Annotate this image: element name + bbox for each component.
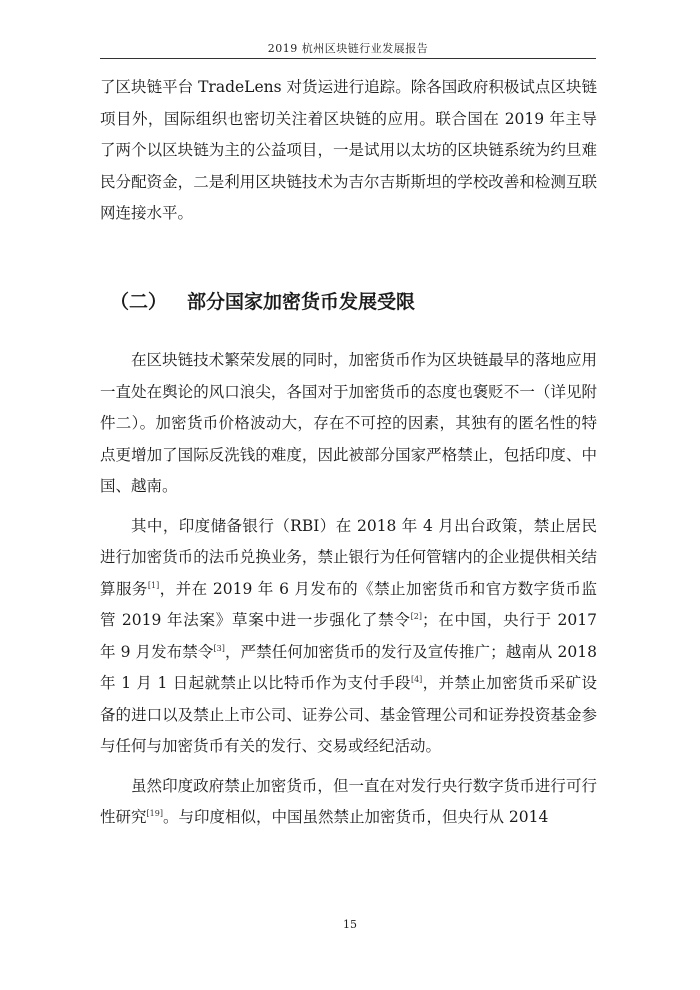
- paragraph-text: 虽然印度政府禁止加密货币，但一直在对发行央行数字货币进行可行性研究: [100, 776, 597, 826]
- paragraph-bans: [100, 511, 597, 763]
- citation-ref[interactable]: [4]: [410, 675, 423, 684]
- body-section: [100, 345, 597, 834]
- paragraph-text: ；在中国，央行于 2017 年 9 月发布禁令: [100, 611, 597, 661]
- citation-ref[interactable]: [3]: [213, 643, 225, 653]
- citation-ref[interactable]: [19]: [146, 809, 163, 818]
- header-rule: [100, 58, 596, 59]
- section-heading: [110, 287, 415, 317]
- section-number: （二）: [110, 291, 168, 313]
- intro-text: 了区块链平台 TradeLens 对货运进行追踪。除各国政府积极试点区块链项目外，国际组织也密切关注着区块链的应用。联合国在 2019 年主导了两个以区块链为主的公益项目，一是试用以太坊的区块链系统为约旦难民分配资金，二是利用区块链技术为吉尔吉斯斯坦的学校改善和检测互联网连接水平。: [100, 78, 597, 222]
- intro-paragraph: [100, 72, 597, 230]
- paragraph-text: 。与印度相似，中国虽然禁止加密货币，但央行从 2014: [162, 808, 549, 826]
- paragraph-crypto-attitudes: [100, 345, 597, 503]
- section-title: 部分国家加密货币发展受限: [187, 291, 416, 313]
- page-number: 15: [343, 918, 357, 931]
- paragraph-text: ，并在 2019 年 6 月发布的《禁止加密货币和官方数字货币监管 2019 年法案》草案中进一步强化了禁令: [100, 579, 597, 629]
- paragraph-text: ，严禁任何加密货币的发行及宣传推广；越南从 2018 年 1 月 1 日起就禁止以比特币作为支付手段: [100, 642, 598, 692]
- citation-ref[interactable]: [2]: [410, 612, 422, 621]
- paragraph-cbdc: [100, 771, 597, 834]
- paragraph-text: 其中，印度储备银行（RBI）在 2018 年 4 月出台政策，禁止居民进行加密货币的法币兑换业务，禁止银行为任何管辖内的企业提供相关结算服务: [100, 516, 597, 598]
- citation-ref[interactable]: [1]: [147, 580, 160, 590]
- paragraph-text: 在区块链技术繁荣发展的同时，加密货币作为区块链最早的落地应用一直处在舆论的风口浪尖，各国对于加密货币的态度也褒贬不一（详见附件二）。加密货币价格波动大，存在不可控的因素，其独有的匿名性的特点更增加了国际反洗钱的难度，因此被部分国家严格禁止，包括印度、中国、越南。: [100, 351, 597, 495]
- running-header: 2019 杭州区块链行业发展报告: [267, 42, 429, 55]
- paragraph-text: ，并禁止加密货币采矿设备的进口以及禁止上市公司、证券公司、基金管理公司和证券投资基金参与任何与加密货币有关的发行、交易或经纪活动。: [100, 674, 597, 755]
